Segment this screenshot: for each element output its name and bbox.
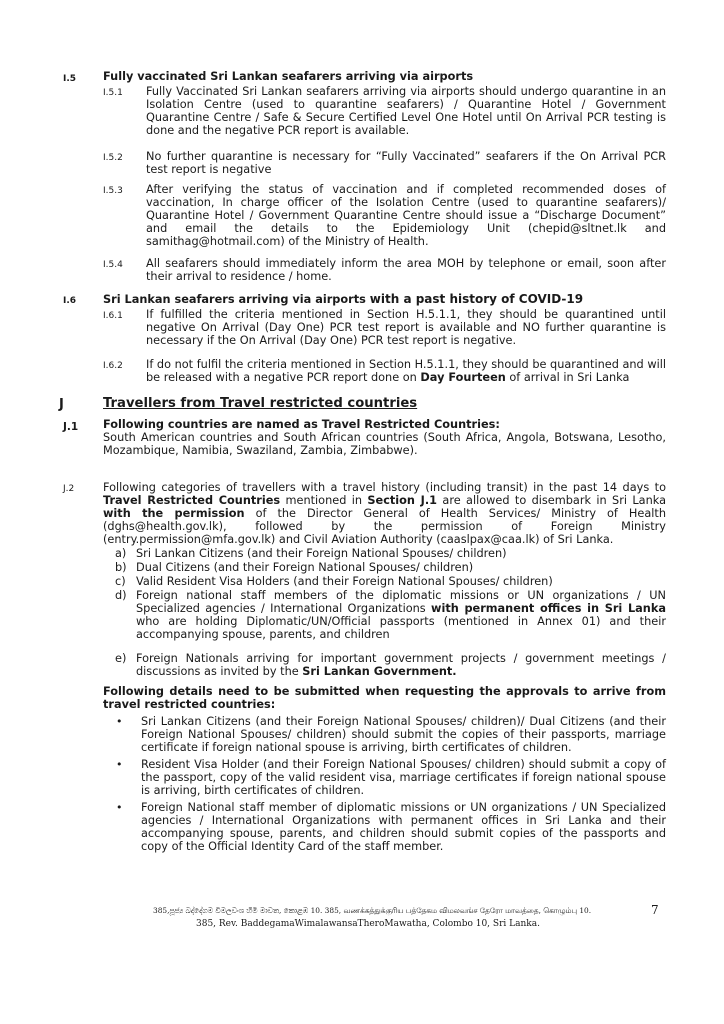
list-label: a) — [115, 547, 127, 560]
list-item — [115, 652, 666, 680]
bullet-text: Sri Lankan Citizens (and their Foreign National Spouses/ children)/ Dual Citizens (and their Foreign National Spouses/ children) should submit the copies of their passports, marriage certificate if foreign national spouse is arriving, birth certificates of children. — [141, 715, 666, 755]
item-number-i53: I.5.3 — [103, 186, 123, 196]
list-item — [115, 547, 666, 561]
text-run: of arrival in Sri Lanka — [505, 371, 630, 385]
section-number-i5: I.5 — [63, 74, 77, 84]
text-run: If do not fulfil the criteria mentioned in Section H.5.1.1, they should be quarantined and will be released with a negative PCR report done on — [146, 358, 666, 385]
text-run: mentioned in — [280, 494, 368, 508]
footer-address-local: 385,පූජ්‍ය බද්දේගම විමලවංශ හිමි මාවත, කොළඹ 10. 385, வணக்கத்துக்குரிய பத்தேகம விமலவங்ச தேரோ மாவத்தை, கொழும்பு 10. — [153, 906, 592, 915]
item-number-i61: I.6.1 — [103, 311, 123, 321]
item-number-i54: I.5.4 — [103, 260, 123, 270]
section-number-j1: J.1 — [63, 421, 79, 433]
bullet-glyph: • — [116, 758, 123, 771]
list-item — [115, 589, 666, 645]
bullet-item — [116, 715, 666, 757]
list-label: b) — [115, 561, 127, 574]
heading-part-emphasis: with a past history of COVID-19 — [369, 292, 584, 306]
section-heading-i6 — [103, 293, 673, 306]
text-run: Foreign national staff members of the diplomatic missions or UN organizations / UN Specialized agencies / International Organizations — [136, 589, 666, 616]
text-run: Following categories of travellers with a travel history (including transit) in the past 14 days to — [103, 481, 666, 494]
section-text-j1: South American countries and South African countries (South Africa, Angola, Botswana, Lesotho, Mozambique, Namibia, Swaziland, Zambia, Zimbabwe). — [103, 431, 666, 458]
heading-part: Sri Lankan seafarers arriving via airports — [103, 293, 370, 306]
text-run-bold: Day Fourteen — [420, 371, 506, 385]
bullet-item — [116, 801, 666, 857]
section-title-j: Travellers from Travel restricted countries — [103, 396, 418, 411]
item-number-i62: I.6.2 — [103, 361, 123, 371]
text-run-bold: Section J.1 — [367, 494, 438, 508]
bullet-glyph: • — [116, 801, 123, 814]
item-text-i53: After verifying the status of vaccination and if completed recommended doses of vaccination, In charge officer of the Isolation Centre (used to quarantine seafarers)/ Quarantine Hotel / Government Quarantine Centre should issue a “Discharge Document” and email the details to the Epidemiology Unit (chepid@sltnet.lk and samithag@hotmail.com) of the Ministry of Health. — [146, 183, 666, 249]
text-run-bold: with the permission — [103, 507, 245, 521]
details-heading: Following details need to be submitted when requesting the approvals to arrive from travel restricted countries: — [103, 685, 666, 712]
list-text — [136, 652, 666, 678]
list-label: c) — [115, 575, 126, 588]
list-label: e) — [115, 652, 127, 665]
item-text-i51: Fully Vaccinated Sri Lankan seafarers arriving via airports should undergo quarantine in an Isolation Centre (used to quarantine seafarers) / Quarantine Hotel / Government Quarantine Centre / Safe & Secure Certified Level One Hotel until On Arrival PCR testing is done and the negative PCR report is available. — [146, 85, 666, 138]
section-number-j2: J.2 — [63, 484, 75, 494]
bullet-item — [116, 758, 666, 800]
list-text: Sri Lankan Citizens (and their Foreign National Spouses/ children) — [136, 547, 507, 560]
footer-address-english: 385, Rev. BaddegamaWimalawansaTheroMawatha, Colombo 10, Sri Lanka. — [196, 919, 540, 929]
text-run: of the Director General of Health Services/ Ministry of Health (dghs@health.gov.lk), followed by the permission of Foreign Ministry (entry.permission@mfa.gov.lk) and Civil Aviation Authority (caaslpax@caa.lk) of Sri Lanka. — [103, 507, 666, 547]
section-number-i6: I.6 — [63, 296, 77, 306]
text-run: Foreign Nationals arriving for important government projects / government meetings / discussions as invited by the — [136, 652, 666, 679]
list-text: Dual Citizens (and their Foreign National Spouses/ children) — [136, 561, 474, 574]
list-text — [136, 589, 666, 641]
text-run: who are holding Diplomatic/UN/Official passports (mentioned in Annex 01) and their accompanying spouse, parents, and children — [136, 615, 666, 642]
item-text-i62 — [146, 358, 666, 384]
item-text-i52: No further quarantine is necessary for “Fully Vaccinated” seafarers if the On Arrival PCR test report is negative — [146, 150, 666, 177]
section-text-j2 — [103, 481, 666, 546]
list-item — [115, 575, 666, 589]
item-number-i51: I.5.1 — [103, 88, 123, 98]
list-label: d) — [115, 589, 127, 602]
item-text-i61: If fulfilled the criteria mentioned in Section H.5.1.1, they should be quarantined until negative On Arrival (Day One) PCR test report is available and NO further quarantine is necessary if the On Arrival (Day One) PCR test report is negative. — [146, 308, 666, 348]
page-number: 7 — [651, 903, 659, 917]
item-number-i52: I.5.2 — [103, 153, 123, 163]
section-heading-j1: Following countries are named as Travel Restricted Countries: — [103, 418, 500, 431]
item-text-i54: All seafarers should immediately inform the area MOH by telephone or email, soon after their arrival to residence / home. — [146, 257, 666, 284]
section-letter-j: J — [59, 397, 64, 412]
bullet-glyph: • — [116, 715, 123, 728]
text-run-bold: with permanent offices in Sri Lanka — [431, 602, 666, 616]
list-text: Valid Resident Visa Holders (and their Foreign National Spouses/ children) — [136, 575, 553, 588]
text-run: are allowed to disembark in Sri Lanka — [437, 494, 667, 508]
bullet-text: Foreign National staff member of diplomatic missions or UN organizations / UN Specialized agencies / International Organizations with permanent offices in Sri Lanka and their accompanying spouse, parents, and children should submit copies of the passports and copy of the Official Identity Card of the staff member. — [141, 801, 666, 854]
text-run-bold: Sri Lankan Government. — [302, 665, 457, 679]
section-heading-i5: Fully vaccinated Sri Lankan seafarers arriving via airports — [103, 70, 474, 83]
text-run-bold: Travel Restricted Countries — [103, 494, 281, 508]
list-item — [115, 561, 666, 575]
bullet-text: Resident Visa Holder (and their Foreign National Spouses/ children) should submit a copy of the passport, copy of the valid resident visa, marriage certificates if foreign national spouse is arriving, birth certificates of children. — [141, 758, 666, 798]
